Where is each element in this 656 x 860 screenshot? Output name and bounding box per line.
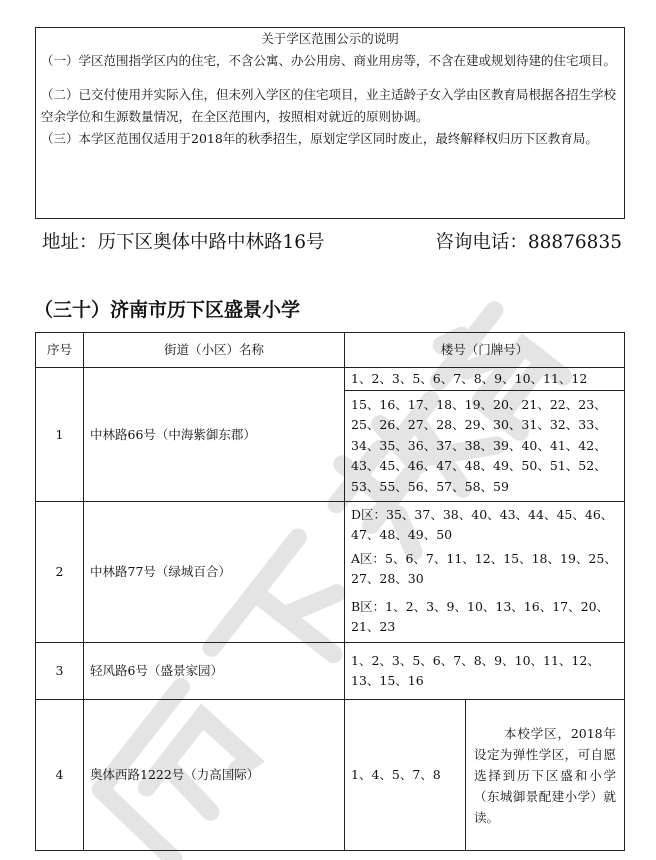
buildings-zone-d: D区：35、37、38、40、43、44、45、46、47、48、49、50 [351,507,614,542]
row-buildings: 1、2、3、5、6、7、8、9、10、11、12、13、15、16 [345,643,625,700]
row-number: 4 [36,700,84,851]
notice-item-3: （三）本学区范围仅适用于2018年的秋季招生，原划定学区同时废止，最终解释权归历下区教育局。 [41,131,598,146]
table-header-row [36,333,625,368]
row-buildings: 1、2、3、5、6、7、8、9、10、11、12 [345,368,625,391]
row-street-name: 奥体西路1222号（力高国际） [84,700,345,851]
notice-item-2: （二）已交付使用并实际入住，但未列入学区的住宅项目，业主适龄子女入学由区教育局根据各招生学校空余学位和生源数量情况，在全区范围内，按照相对就近的原则协调。 [41,87,617,124]
header-number: 序号 [36,333,84,368]
district-table [35,332,625,851]
notice-item-1: （一）学区范围指学区内的住宅，不含公寓、办公用房、商业用房等，不含在建或规划待建的住宅项目。 [41,53,617,68]
header-street: 街道（小区）名称 [84,333,345,368]
table-row [36,700,625,851]
row-number: 3 [36,643,84,700]
row-street-name: 轻风路6号（盛景家园） [84,643,345,700]
row-number: 2 [36,502,84,643]
header-buildings: 楼号（门牌号） [345,333,625,368]
contact-line [42,228,622,254]
address-text: 地址：历下区奥体中路中林路16号 [42,232,325,253]
row-street-name: 中林路66号（中海紫御东郡） [84,368,345,502]
row-street-name: 中林路77号（绿城百合） [84,502,345,643]
row-buildings: 1、4、5、7、8 [345,700,466,851]
phone-text: 咨询电话：88876835 [435,232,622,253]
table-row [36,368,625,391]
table-row [36,502,625,643]
notice-title: 关于学区范围公示的说明 [261,31,399,46]
table-row [36,643,625,700]
notice-box [35,27,625,219]
row-note: 本校学区，2018年设定为弹性学区，可自愿选择到历下区盛和小学（东城御景配建小学）就读。 [466,700,625,851]
row-buildings: 15、16、17、18、19、20、21、22、23、25、26、27、28、29、30、31、32、33、34、35、36、37、38、39、40、41、42、43、45、46、47、48、49、50、51、52、53、55、56、57、58、59 [345,391,625,502]
section-title: （三十）济南市历下区盛景小学 [34,299,301,321]
row-buildings-group [345,502,625,643]
row-number: 1 [36,368,84,502]
buildings-zone-a: A区：5、6、7、11、12、15、18、19、25、27、28、30 [351,551,617,586]
buildings-zone-b: B区：1、2、3、9、10、13、16、17、20、21、23 [351,599,610,634]
